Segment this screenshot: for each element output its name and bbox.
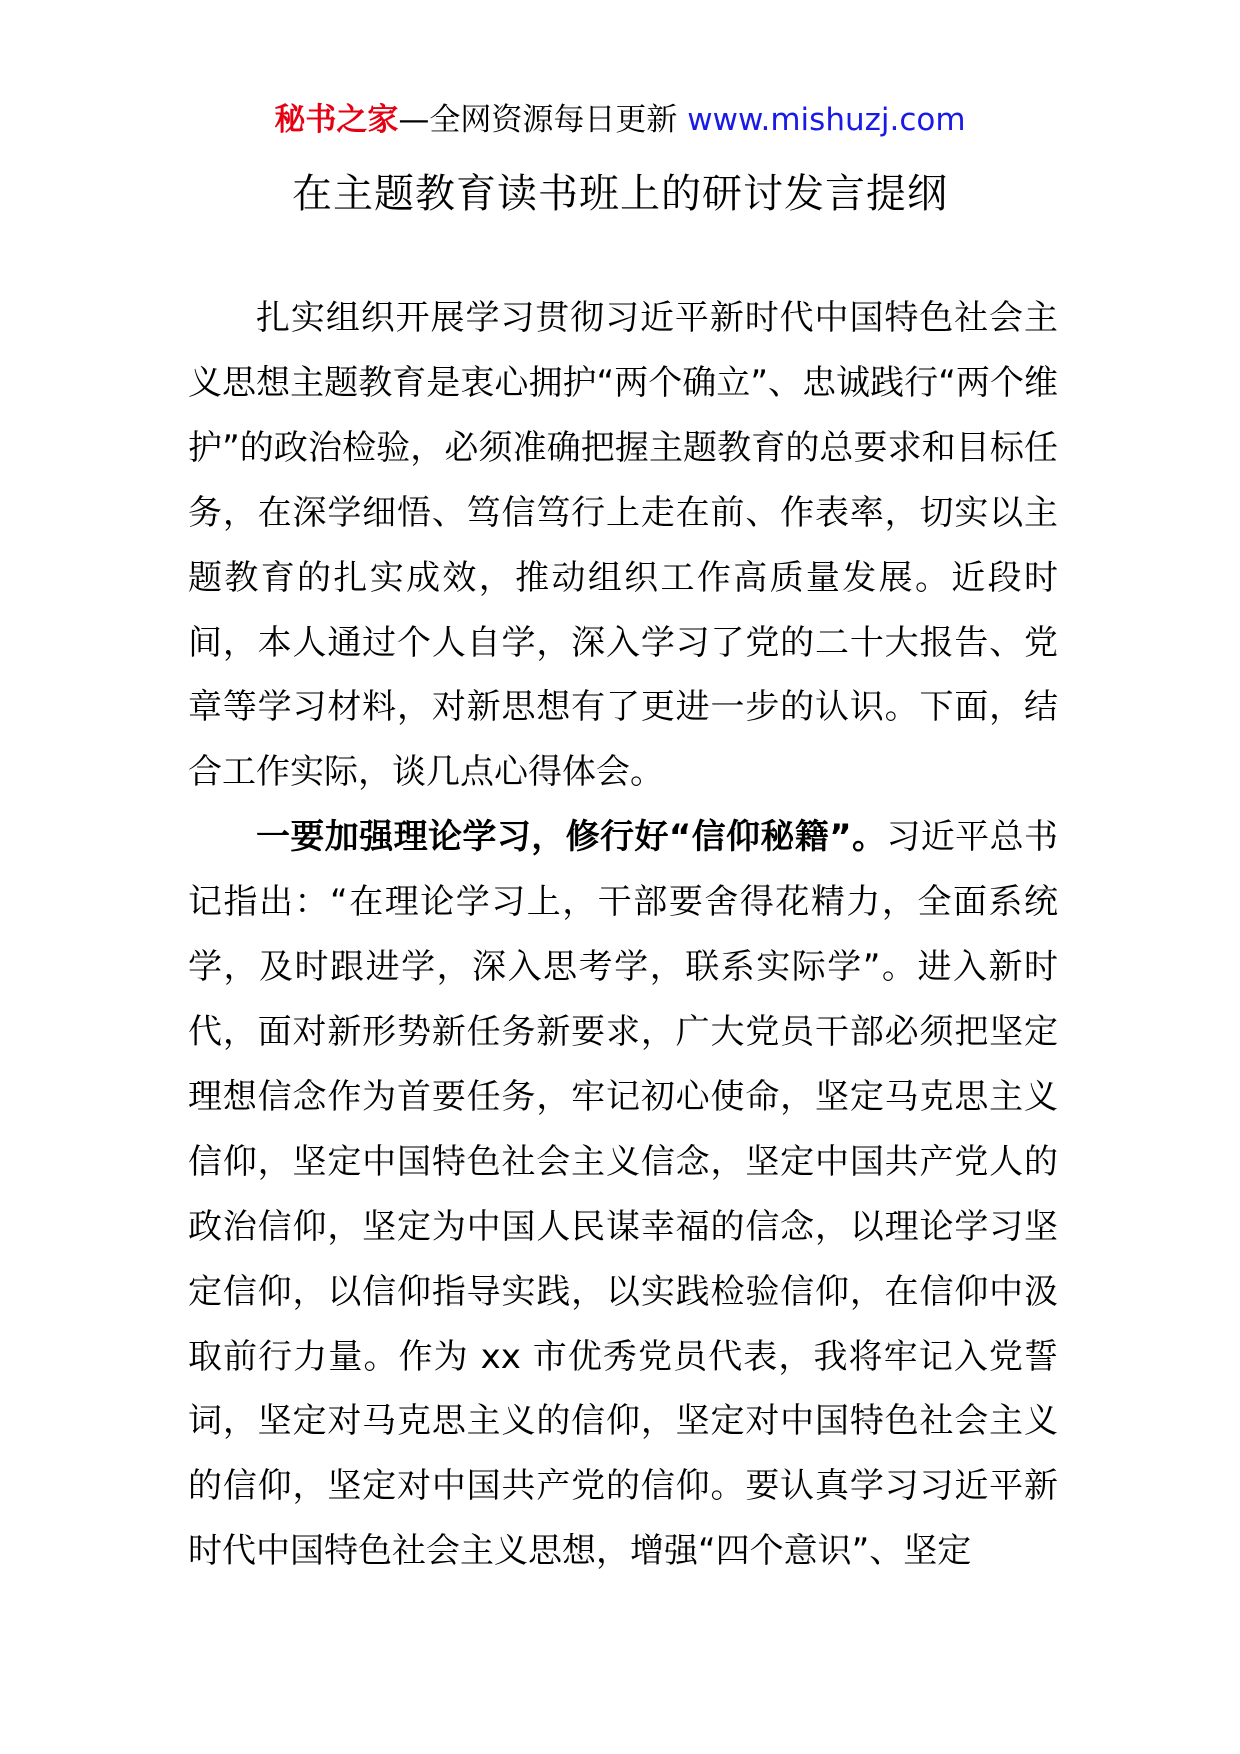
site-url-link[interactable]: www.mishuzj.com: [687, 102, 966, 138]
paragraph-text: 扎实组织开展学习贯彻习近平新时代中国特色社会主义思想主题教育是衷心拥护“两个确立”、忠诚践行“两个维护”的政治检验，必须准确把握主题教育的总要求和目标任务，在深学细悟、笃信笃行上走在前、作表率，切实以主题教育的扎实成效，推动组织工作高质量发展。近段时间，本人通过个人自学，深入学习了党的二十大报告、党章等学习材料，对新思想有了更进一步的认识。下面，结合工作实际，谈几点心得体会。: [188, 298, 1058, 793]
site-brand: 秘书之家: [274, 102, 399, 138]
paragraph-intro: [188, 286, 1058, 805]
site-tagline: —全网资源每日更新: [398, 102, 688, 138]
paragraph-lead: 一要加强理论学习，修行好“信仰秘籍”。: [256, 817, 887, 858]
document-title: 在主题教育读书班上的研讨发言提纲: [292, 171, 948, 217]
paragraph-point-one: [188, 805, 1058, 1584]
paragraph-text: 习近平总书记指出：“在理论学习上，干部要舍得花精力，全面系统学，及时跟进学，深入思考学，联系实际学”。进入新时代，面对新形势新任务新要求，广大党员干部必须把坚定理想信念作为首要任务，牢记初心使命，坚定马克思主义信仰，坚定中国特色社会主义信念，坚定中国共产党人的政治信仰，坚定为中国人民谋幸福的信念，以理论学习坚定信仰，以信仰指导实践，以实践检验信仰，在信仰中汲取前行力量。作为 xx 市优秀党员代表，我将牢记入党誓词，坚定对马克思主义的信仰，坚定对中国特色社会主义的信仰，坚定对中国共产党的信仰。要认真学习习近平新时代中国特色社会主义思想，增强“四个意识”、坚定: [188, 817, 1058, 1572]
document-body: [188, 286, 1058, 1584]
site-header: [0, 100, 1240, 140]
